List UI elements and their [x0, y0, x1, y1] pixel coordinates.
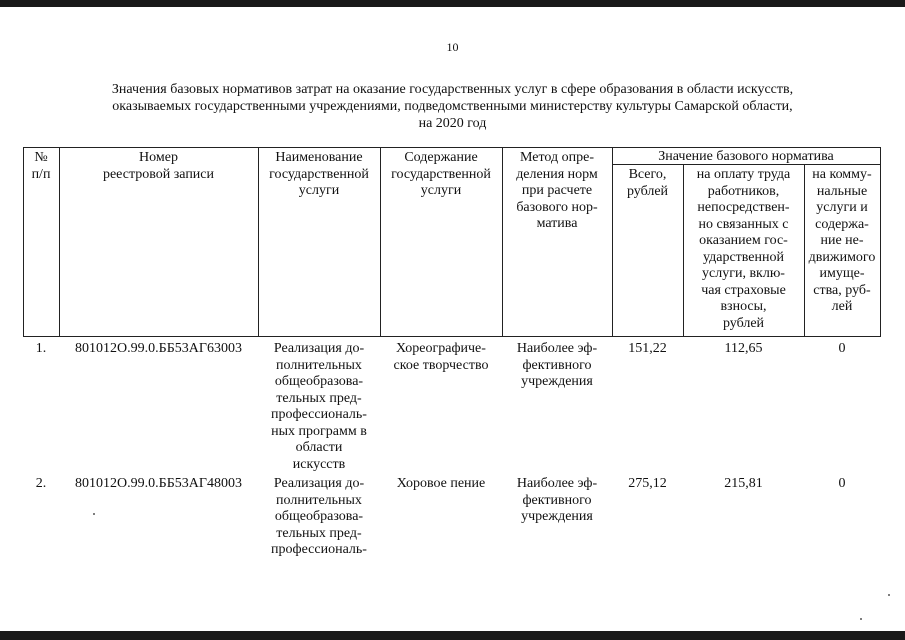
row-utilities: 0	[838, 476, 846, 491]
row-num: 1.	[35, 341, 47, 356]
page-number: 10	[446, 40, 459, 54]
header-value-group: Значение базового норматива	[658, 149, 834, 164]
title-line-1: Значения базовых нормативов затрат на оказание государственных услуг в сфере образования в области искусств,	[111, 82, 794, 97]
row-registry: 801012О.99.0.ББ53АГ48003	[75, 476, 242, 491]
row-labor: 112,65	[724, 341, 763, 356]
row-method: Наиболее эф- фективного учреждения	[516, 476, 598, 524]
row-total: 275,12	[628, 476, 667, 491]
row-service-name: Реализация до- полнительных общеобразова- тельных пред- профессиональ- ных программ в области искусств	[271, 341, 367, 472]
header-utilities: на комму- нальные услуги и содержа- ние не- движимого имуще- ства, руб- лей	[808, 167, 876, 314]
header-registry: Номер реестровой записи	[102, 150, 215, 182]
title-line-2: оказываемых государственными учреждениями, подведомственными министерству культуры Самарской области,	[112, 99, 793, 114]
row-labor: 215,81	[724, 476, 763, 491]
title-line-3: на 2020 год	[418, 116, 487, 131]
header-content: Содержание государственной услуги	[391, 150, 491, 198]
row-content: Хореографиче- ское творчество	[393, 341, 489, 373]
scan-speck	[860, 618, 862, 620]
header-method: Метод опре- деления норм при расчете базового нор- матива	[516, 150, 598, 231]
row-content: Хоровое пение	[396, 476, 486, 491]
row-service-name: Реализация до- полнительных общеобразова- тельных пред- профессиональ-	[271, 476, 367, 557]
header-num: № п/п	[31, 150, 51, 182]
header-total: Всего, рублей	[626, 167, 669, 199]
scan-speck	[888, 594, 890, 596]
header-labor: на оплату труда работников, непосредствен- но связанных с оказанием гос- ударственной услуги, вклю- чая страховые взносы, рублей	[696, 167, 791, 331]
row-num: 2.	[35, 476, 47, 491]
scan-speck	[93, 513, 95, 515]
top-scan-border	[0, 0, 905, 7]
row-registry: 801012О.99.0.ББ53АГ63003	[75, 341, 242, 356]
row-total: 151,22	[628, 341, 667, 356]
header-service-name: Наименование государственной услуги	[269, 150, 369, 198]
bottom-scan-border	[0, 631, 905, 640]
row-utilities: 0	[838, 341, 846, 356]
row-method: Наиболее эф- фективного учреждения	[516, 341, 598, 389]
document-title	[40, 81, 865, 132]
